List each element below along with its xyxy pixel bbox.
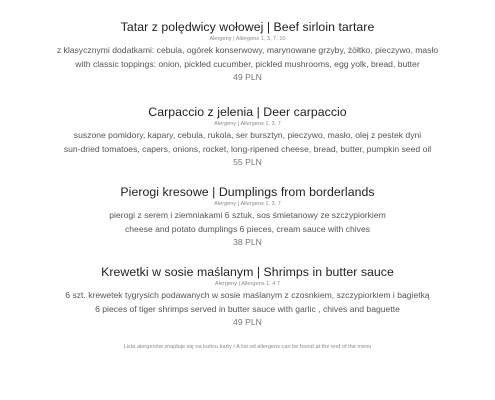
dish-price: 38 PLN [233,237,262,247]
dish-title: Krewetki w sosie maślanym | Shrimps in butter sauce [101,265,394,279]
dish-allergens: Alergeny | Allergens 1, 3, 7 [214,121,281,127]
dish-description-pl: z klasycznymi dodatkami: cebula, ogórek konserwowy, marynowane grzyby, żółtko, pieczywo, masło [56,45,439,55]
dish-price: 49 PLN [233,72,262,82]
dish-title: Tatar z polędwicy wołowej | Beef sirloin tartare [120,20,375,34]
menu-item-shrimps [0,264,495,329]
dish-allergens: Alergeny | Allergens 1, 3, 7 [214,201,281,207]
dish-description-en: 6 pieces of tiger shrimps served in butter sauce with garlic , chives and baguette [95,304,400,314]
dish-description-pl: pierogi z serem i ziemniakami 6 sztuk, sos śmietanowy ze szczypiorkiem [109,210,386,220]
menu-item-beef-tartare [0,19,495,84]
menu-item-deer-carpaccio [0,104,495,169]
dish-title: Carpaccio z jelenia | Deer carpaccio [148,105,347,119]
menu-item-dumplings [0,184,495,249]
allergen-list-note: Lista alergenów znajduje się na końcu karty / A list od allergens can be found at the end of the menu [123,344,372,350]
dish-description-en: with classic toppings: onion, pickled cucumber, pickled mushrooms, egg yolk, bread, butter [75,59,420,69]
dish-allergens: Alergeny | Allergens 1, 3, 7, 10 [209,36,286,42]
dish-title: Pierogi kresowe | Dumplings from borderlands [120,185,375,199]
dish-price: 49 PLN [233,317,262,327]
dish-allergens: Alergeny | Allergens 1, 4 7 [214,281,281,287]
dish-description-en: sun-dried tomatoes, capers, onions, rocket, long-ripened cheese, bread, butter, pumpkin seed oil [63,144,432,154]
dish-description-pl: 6 szt. krewetek tygrysich podawanych w sosie maślanym z czosnkiem, szczypiorkiem i bagietką [65,290,430,300]
dish-description-en: cheese and potato dumplings 6 pieces, cream sauce with chives [124,224,371,234]
dish-description-pl: suszone pomidory, kapary, cebula, rukola, ser bursztyn, pieczywo, masło, olej z pestek dyni [73,130,422,140]
dish-price: 55 PLN [233,157,262,167]
